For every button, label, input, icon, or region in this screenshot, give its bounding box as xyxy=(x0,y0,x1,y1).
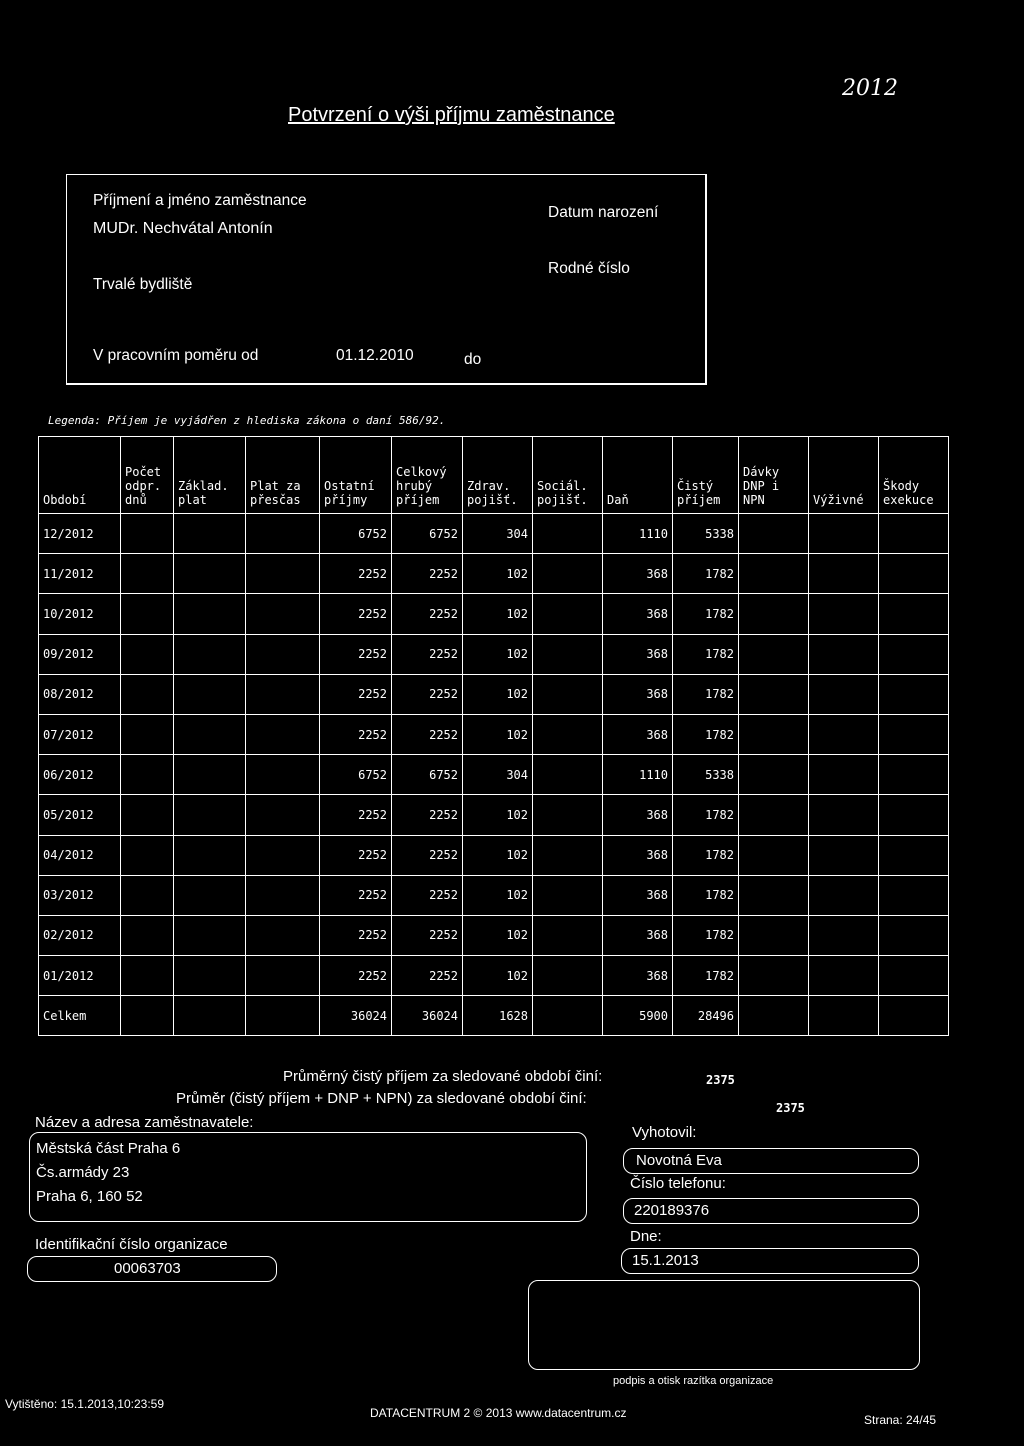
table-row xyxy=(39,875,949,915)
cell-overtime xyxy=(246,956,320,996)
cell-alimony xyxy=(809,956,879,996)
cell-tax: 5900 xyxy=(603,996,673,1036)
table-row xyxy=(39,634,949,674)
cell-gross: 2252 xyxy=(392,634,463,674)
cell-net: 1782 xyxy=(673,674,739,714)
cell-days xyxy=(121,594,174,634)
cell-period: 07/2012 xyxy=(39,714,121,754)
table-row xyxy=(39,835,949,875)
col-gross: Celkový hrubý příjem xyxy=(392,437,463,514)
cell-days xyxy=(121,634,174,674)
cell-overtime xyxy=(246,795,320,835)
cell-benefits xyxy=(739,594,809,634)
software-credit: DATACENTRUM 2 © 2013 www.datacentrum.cz xyxy=(370,1406,627,1420)
cell-net: 1782 xyxy=(673,714,739,754)
cell-overtime xyxy=(246,915,320,955)
cell-other: 2252 xyxy=(320,554,392,594)
cell-damages xyxy=(879,915,949,955)
cell-gross: 2252 xyxy=(392,915,463,955)
cell-net: 1782 xyxy=(673,915,739,955)
cell-tax: 368 xyxy=(603,835,673,875)
employer-line-1: Městská část Praha 6 xyxy=(36,1140,181,1157)
cell-base xyxy=(174,714,246,754)
cell-base xyxy=(174,554,246,594)
cell-overtime xyxy=(246,755,320,795)
cell-period: 11/2012 xyxy=(39,554,121,594)
cell-overtime xyxy=(246,996,320,1036)
cell-base xyxy=(174,514,246,554)
cell-other: 6752 xyxy=(320,514,392,554)
cell-other: 2252 xyxy=(320,634,392,674)
legend-note: Legenda: Příjem je vyjádřen z hlediska zákona o daní 586/92. xyxy=(48,414,446,427)
cell-gross: 6752 xyxy=(392,514,463,554)
cell-base xyxy=(174,915,246,955)
cell-overtime xyxy=(246,514,320,554)
cell-net: 1782 xyxy=(673,956,739,996)
cell-overtime xyxy=(246,875,320,915)
table-row xyxy=(39,714,949,754)
table-row xyxy=(39,674,949,714)
cell-benefits xyxy=(739,634,809,674)
cell-overtime xyxy=(246,634,320,674)
cell-days xyxy=(121,996,174,1036)
cell-period: 04/2012 xyxy=(39,835,121,875)
page-number: Strana: 24/45 xyxy=(864,1413,937,1427)
cell-benefits xyxy=(739,915,809,955)
stamp-label: podpis a otisk razítka organizace xyxy=(613,1375,774,1387)
cell-benefits xyxy=(739,514,809,554)
cell-social xyxy=(533,674,603,714)
col-overtime: Plat za přesčas xyxy=(246,437,320,514)
cell-alimony xyxy=(809,915,879,955)
cell-net: 1782 xyxy=(673,835,739,875)
cell-damages xyxy=(879,634,949,674)
document-title: Potvrzení o výši příjmu zaměstnance xyxy=(288,104,615,126)
col-benefits: Dávky DNP i NPN xyxy=(739,437,809,514)
birth-number-label: Rodné číslo xyxy=(548,260,630,277)
cell-days xyxy=(121,514,174,554)
col-other: Ostatní příjmy xyxy=(320,437,392,514)
cell-period: 06/2012 xyxy=(39,755,121,795)
cell-health: 102 xyxy=(463,875,533,915)
cell-period: 05/2012 xyxy=(39,795,121,835)
col-period: Období xyxy=(39,437,121,514)
cell-other: 2252 xyxy=(320,674,392,714)
cell-social xyxy=(533,835,603,875)
cell-other: 2252 xyxy=(320,835,392,875)
cell-health: 304 xyxy=(463,514,533,554)
cell-benefits xyxy=(739,714,809,754)
cell-other: 2252 xyxy=(320,714,392,754)
cell-base xyxy=(174,956,246,996)
cell-net: 1782 xyxy=(673,875,739,915)
col-days: Počet odpr. dnů xyxy=(121,437,174,514)
cell-period: Celkem xyxy=(39,996,121,1036)
cell-health: 102 xyxy=(463,674,533,714)
cell-base xyxy=(174,875,246,915)
cell-alimony xyxy=(809,674,879,714)
table-row xyxy=(39,594,949,634)
cell-other: 2252 xyxy=(320,875,392,915)
cell-social xyxy=(533,714,603,754)
stamp-box xyxy=(528,1280,920,1370)
cell-days xyxy=(121,554,174,594)
cell-benefits xyxy=(739,875,809,915)
cell-net: 1782 xyxy=(673,594,739,634)
phone-label: Číslo telefonu: xyxy=(630,1175,726,1192)
cell-alimony xyxy=(809,755,879,795)
cell-tax: 1110 xyxy=(603,514,673,554)
table-body xyxy=(39,514,949,1036)
cell-social xyxy=(533,755,603,795)
org-id-value: 00063703 xyxy=(114,1260,181,1277)
cell-days xyxy=(121,956,174,996)
cell-tax: 368 xyxy=(603,795,673,835)
cell-period: 03/2012 xyxy=(39,875,121,915)
avg-net-value: 2375 xyxy=(706,1073,735,1087)
prepared-by-value: Novotná Eva xyxy=(636,1152,722,1169)
cell-net: 1782 xyxy=(673,795,739,835)
cell-damages xyxy=(879,996,949,1036)
cell-damages xyxy=(879,554,949,594)
cell-damages xyxy=(879,594,949,634)
cell-tax: 368 xyxy=(603,875,673,915)
cell-social xyxy=(533,996,603,1036)
income-table xyxy=(38,436,949,1036)
cell-gross: 2252 xyxy=(392,956,463,996)
cell-period: 09/2012 xyxy=(39,634,121,674)
employer-line-2: Čs.armády 23 xyxy=(36,1164,130,1181)
cell-gross: 2252 xyxy=(392,835,463,875)
col-net: Čistý příjem xyxy=(673,437,739,514)
cell-damages xyxy=(879,835,949,875)
cell-benefits xyxy=(739,795,809,835)
employee-name-value: MUDr. Nechvátal Antonín xyxy=(93,220,273,237)
cell-other: 2252 xyxy=(320,915,392,955)
cell-days xyxy=(121,755,174,795)
cell-gross: 2252 xyxy=(392,875,463,915)
employer-line-3: Praha 6, 160 52 xyxy=(36,1188,143,1205)
cell-tax: 368 xyxy=(603,714,673,754)
cell-net: 1782 xyxy=(673,634,739,674)
cell-damages xyxy=(879,956,949,996)
employment-from-label: V pracovním poměru od xyxy=(93,347,259,364)
table-row xyxy=(39,514,949,554)
cell-alimony xyxy=(809,554,879,594)
cell-days xyxy=(121,795,174,835)
prepared-by-label: Vyhotovil: xyxy=(632,1124,697,1141)
cell-days xyxy=(121,875,174,915)
cell-health: 102 xyxy=(463,915,533,955)
cell-tax: 368 xyxy=(603,915,673,955)
cell-gross: 2252 xyxy=(392,674,463,714)
cell-tax: 368 xyxy=(603,956,673,996)
cell-health: 102 xyxy=(463,714,533,754)
cell-social xyxy=(533,795,603,835)
cell-other: 36024 xyxy=(320,996,392,1036)
date-of-birth-label: Datum narození xyxy=(548,204,659,221)
cell-base xyxy=(174,594,246,634)
cell-other: 2252 xyxy=(320,795,392,835)
cell-other: 2252 xyxy=(320,956,392,996)
table-header-row xyxy=(39,437,949,514)
cell-social xyxy=(533,875,603,915)
org-id-label: Identifikační číslo organizace xyxy=(35,1236,228,1253)
cell-base xyxy=(174,996,246,1036)
avg-total-label: Průměr (čistý příjem + DNP + NPN) za sledované období činí: xyxy=(176,1090,587,1107)
cell-health: 102 xyxy=(463,594,533,634)
cell-social xyxy=(533,554,603,594)
cell-days xyxy=(121,714,174,754)
cell-days xyxy=(121,835,174,875)
col-tax: Daň xyxy=(603,437,673,514)
cell-gross: 2252 xyxy=(392,594,463,634)
cell-tax: 368 xyxy=(603,594,673,634)
cell-overtime xyxy=(246,835,320,875)
table-row xyxy=(39,915,949,955)
cell-gross: 2252 xyxy=(392,554,463,594)
cell-days xyxy=(121,674,174,714)
employment-from-value: 01.12.2010 xyxy=(336,347,414,364)
col-base: Základ. plat xyxy=(174,437,246,514)
cell-benefits xyxy=(739,996,809,1036)
printed-timestamp: Vytištěno: 15.1.2013,10:23:59 xyxy=(5,1397,165,1411)
cell-base xyxy=(174,835,246,875)
cell-gross: 2252 xyxy=(392,714,463,754)
cell-health: 102 xyxy=(463,634,533,674)
cell-health: 102 xyxy=(463,956,533,996)
cell-overtime xyxy=(246,674,320,714)
table-row xyxy=(39,554,949,594)
date-value: 15.1.2013 xyxy=(632,1252,699,1269)
col-damages: Škody exekuce xyxy=(879,437,949,514)
cell-gross: 36024 xyxy=(392,996,463,1036)
col-alimony: Výživné xyxy=(809,437,879,514)
cell-period: 10/2012 xyxy=(39,594,121,634)
handwritten-year-note: 2012 xyxy=(842,76,898,101)
cell-alimony xyxy=(809,714,879,754)
cell-other: 2252 xyxy=(320,594,392,634)
cell-alimony xyxy=(809,875,879,915)
cell-benefits xyxy=(739,674,809,714)
cell-base xyxy=(174,795,246,835)
cell-social xyxy=(533,915,603,955)
date-label: Dne: xyxy=(630,1228,662,1245)
cell-social xyxy=(533,634,603,674)
cell-alimony xyxy=(809,594,879,634)
cell-gross: 6752 xyxy=(392,755,463,795)
cell-gross: 2252 xyxy=(392,795,463,835)
address-label: Trvalé bydliště xyxy=(93,276,193,293)
cell-damages xyxy=(879,714,949,754)
cell-net: 28496 xyxy=(673,996,739,1036)
employer-label: Název a adresa zaměstnavatele: xyxy=(35,1114,254,1131)
cell-tax: 1110 xyxy=(603,755,673,795)
cell-damages xyxy=(879,514,949,554)
col-social: Sociál. pojišť. xyxy=(533,437,603,514)
cell-net: 1782 xyxy=(673,554,739,594)
cell-social xyxy=(533,514,603,554)
cell-social xyxy=(533,594,603,634)
cell-tax: 368 xyxy=(603,674,673,714)
cell-period: 01/2012 xyxy=(39,956,121,996)
cell-alimony xyxy=(809,514,879,554)
employment-to-label: do xyxy=(464,351,482,368)
employee-name-label: Příjmení a jméno zaměstnance xyxy=(93,192,307,209)
avg-net-label: Průměrný čistý příjem za sledované období činí: xyxy=(283,1068,603,1085)
cell-other: 6752 xyxy=(320,755,392,795)
cell-period: 02/2012 xyxy=(39,915,121,955)
cell-net: 5338 xyxy=(673,755,739,795)
cell-base xyxy=(174,755,246,795)
cell-benefits xyxy=(739,554,809,594)
cell-period: 12/2012 xyxy=(39,514,121,554)
cell-benefits xyxy=(739,835,809,875)
phone-value: 220189376 xyxy=(634,1202,710,1219)
cell-benefits xyxy=(739,956,809,996)
cell-benefits xyxy=(739,755,809,795)
cell-health: 102 xyxy=(463,554,533,594)
cell-period: 08/2012 xyxy=(39,674,121,714)
cell-damages xyxy=(879,795,949,835)
cell-alimony xyxy=(809,634,879,674)
cell-alimony xyxy=(809,996,879,1036)
cell-overtime xyxy=(246,714,320,754)
cell-social xyxy=(533,956,603,996)
cell-damages xyxy=(879,674,949,714)
cell-alimony xyxy=(809,795,879,835)
table-total-row xyxy=(39,996,949,1036)
cell-health: 102 xyxy=(463,835,533,875)
cell-base xyxy=(174,634,246,674)
cell-tax: 368 xyxy=(603,634,673,674)
cell-overtime xyxy=(246,554,320,594)
table-row xyxy=(39,755,949,795)
cell-base xyxy=(174,674,246,714)
cell-health: 304 xyxy=(463,755,533,795)
cell-damages xyxy=(879,875,949,915)
cell-overtime xyxy=(246,594,320,634)
cell-health: 102 xyxy=(463,795,533,835)
cell-health: 1628 xyxy=(463,996,533,1036)
table-row xyxy=(39,956,949,996)
cell-net: 5338 xyxy=(673,514,739,554)
cell-alimony xyxy=(809,835,879,875)
cell-damages xyxy=(879,755,949,795)
avg-total-value: 2375 xyxy=(776,1101,805,1115)
cell-tax: 368 xyxy=(603,554,673,594)
col-health: Zdrav. pojišť. xyxy=(463,437,533,514)
table-row xyxy=(39,795,949,835)
cell-days xyxy=(121,915,174,955)
